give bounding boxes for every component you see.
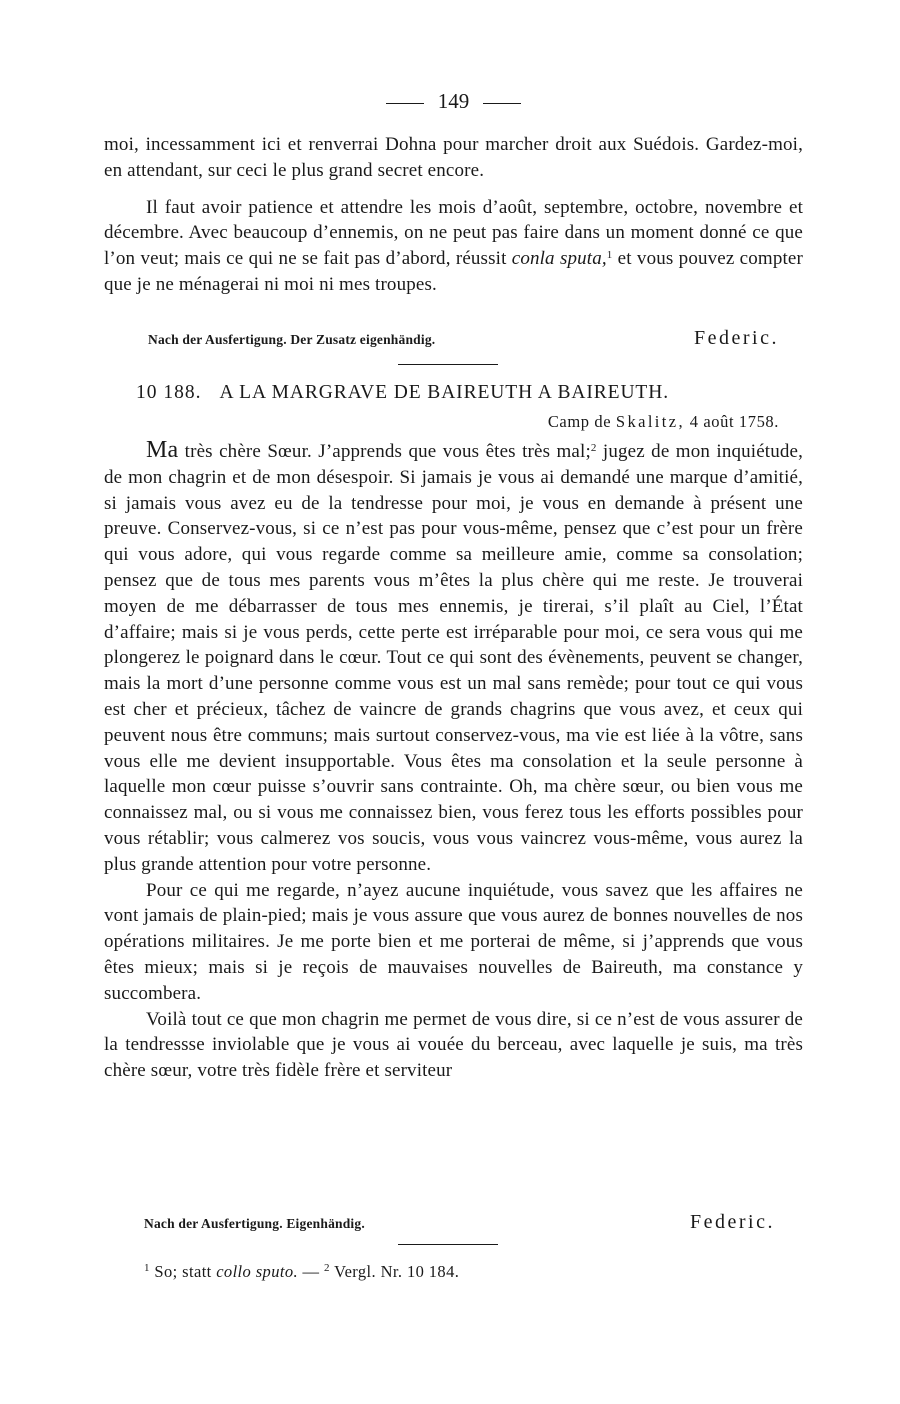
dateline-date: 4 août 1758. [689, 412, 779, 431]
footnote-mark-2: 2 [323, 1262, 330, 1274]
continuation-p2-text-b: et vous pouvez compter que je ne ménagerai ni moi ni mes troupes. [104, 248, 803, 295]
letter-number: 10 188. [136, 382, 202, 403]
letter-paragraph-2: Pour ce qui me regarde, n’ayez aucune inquiétude, vous savez que les affaires ne vont jamais de plain-pied; mais je vous assure que vous aurez de bonnes nouvelles de nos opérations militaires. Je me porte bien et me porterai de même, si j’apprends que vous êtes mieux; mais si je reçois de mauvaises nouvelles de Baireuth, ma constance y succombera. [104, 879, 803, 1004]
signature: Federic. [694, 327, 779, 349]
letter-title: A LA MARGRAVE DE BAIREUTH A BAIREUTH. [219, 382, 670, 403]
letter-paragraph-3: Voilà tout ce que mon chagrin me permet de vous dire, si ce n’est de vous assurer de la tendressse inviolable que je vous ai vouée du berceau, avec laquelle je suis, ma très chère sœur, votre très fidèle frère et serviteur [104, 1008, 803, 1082]
footnote-mark-1: 1 [144, 1262, 150, 1274]
continuation-text [104, 132, 803, 298]
section-divider [398, 364, 498, 365]
page-number: 149 [437, 89, 470, 113]
footnote-2-text: Vergl. Nr. 10 184. [329, 1262, 460, 1281]
source-note: Nach der Ausfertigung. Eigenhändig. [144, 1216, 365, 1231]
continuation-p2-text-a: Il faut avoir patience et attendre les mois d’août, septembre, octobre, novembre et décembre. Avec beaucoup d’ennemis, on ne peut pas faire dans un moment donné ce que l’on veut; mais ce qui ne se fait pas d’abord, réussit [104, 196, 803, 270]
continuation-footer [104, 324, 803, 350]
footnote-1-text-a: So; statt [149, 1262, 217, 1281]
footnote-1-italic: collo sputo. [216, 1262, 299, 1281]
dateline-place-name: Skalitz, [615, 412, 686, 431]
dateline-place: Camp de [547, 412, 612, 431]
letter-p1-text-a: très chère Sœur. J’apprends que vous êtes très mal; [178, 441, 591, 462]
continuation-paragraph-2 [104, 195, 803, 298]
page-number-line [104, 86, 803, 116]
footnote-ref-1: 1 [606, 249, 613, 262]
letter-footer [104, 1208, 803, 1234]
italic-phrase: conla sputa, [511, 248, 607, 270]
opening-word: Ma [146, 437, 179, 463]
letter-body [104, 438, 803, 1084]
page-number-dash-right [483, 103, 521, 104]
letter-dateline [548, 412, 779, 432]
letter-heading [104, 382, 803, 404]
signature: Federic. [690, 1211, 775, 1233]
footnote-ref-2: 2 [590, 442, 597, 454]
footnote-divider [398, 1244, 498, 1245]
source-note: Nach der Ausfertigung. Der Zusatz eigenhändig. [148, 332, 436, 347]
footnotes [144, 1262, 459, 1282]
footnote-separator: — [298, 1262, 324, 1281]
letter-paragraph-1 [104, 438, 803, 878]
continuation-paragraph-1: moi, incessamment ici et renverrai Dohna pour marcher droit aux Suédois. Gardez-moi, en attendant, sur ceci le plus grand secret encore. [104, 134, 803, 181]
page-number-dash-left [386, 103, 424, 104]
letter-p1-text-b: jugez de mon inquiétude, de mon chagrin et de mon désespoir. Si jamais je vous ai demandé une marque d’amitié, si jamais vous avez eu de la tendresse pour moi, je vous en demande à présent une preuve. Conservez-vous, si ce n’est pas pour vous-même, pensez que c’est pour un frère qui vous adore, qui vous regarde comme sa meilleure amie, comme sa consolation; pensez que de tous mes parents vous m’êtes la plus chère qui me reste. Je trouverai moyen de me débarrasser de tous mes ennemis, je tirerai, s’il plaît au Ciel, l’État d’affaire; mais si je vous perds, cette perte est irréparable pour moi, ce sera vous qui me plongerez le poignard dans le cœur. Tout ce qui sont des évènements, peuvent se changer, mais la mort d’une personne comme vous est un mal sans remède; pour tout ce qui vous est cher et précieux, tâchez de vaincre de grands chagrins que vous avez, et ceux qui peuvent nous être communs; mais surtout conservez-vous, ma vie est liée à la vôtre, sans vous elle me devient insupportable. Vous êtes ma consolation et la seule personne à laquelle mon cœur puisse s’ouvrir sans contrainte. Oh, ma chère sœur, ou bien vous me connaissez mal, ou si vous me connaissez bien, vous ferez tous les efforts possibles pour vous rétablir; vous calmerez vos soucis, vous vous vaincrez vous-même, vous aurez la plus grande attention pour votre personne. [104, 441, 803, 875]
